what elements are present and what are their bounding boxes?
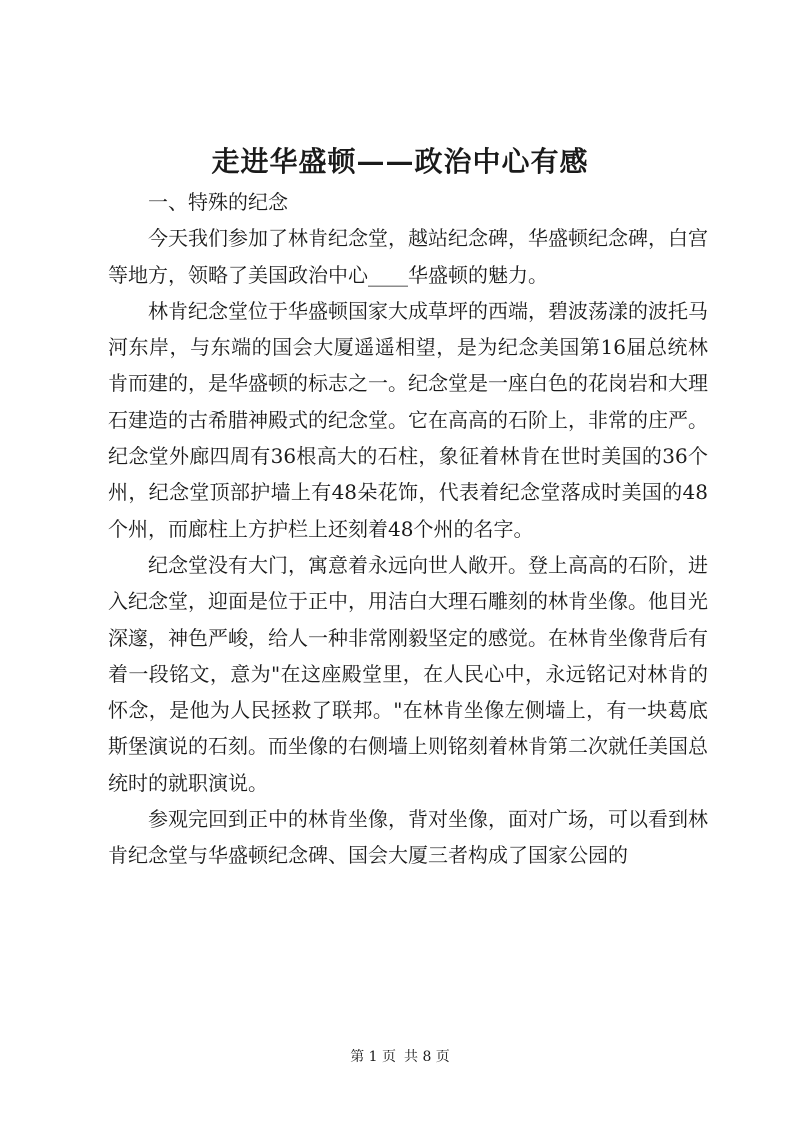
page-number: 第 1 页 bbox=[350, 1049, 396, 1065]
document-title: 走进华盛顿——政治中心有感 bbox=[211, 145, 589, 178]
paragraph-1: 今天我们参加了林肯纪念堂，越站纪念碑，华盛顿纪念碑，白宫等地方，领略了美国政治中心____华盛顿的魅力。 bbox=[108, 226, 708, 287]
document-body bbox=[108, 184, 708, 874]
page-total: 共 8 页 bbox=[404, 1049, 450, 1065]
paragraph-3: 纪念堂没有大门，寓意着永远向世人敞开。登上高高的石阶，进入纪念堂，迎面是位于正中，用洁白大理石雕刻的林肯坐像。他目光深邃，神色严峻，给人一种非常刚毅坚定的感觉。在林肯坐像背后有着一段铭文，意为"在这座殿堂里，在人民心中，永远铭记对林肯的怀念，是他为人民拯救了联邦。"在林肯坐像左侧墙上，有一块葛底斯堡演说的石刻。而坐像的右侧墙上则铭刻着林肯第二次就任美国总统时的就职演说。 bbox=[108, 552, 708, 795]
page-footer bbox=[0, 1047, 800, 1067]
section-heading: 一、特殊的纪念 bbox=[148, 190, 288, 214]
paragraph-4: 参观完回到正中的林肯坐像，背对坐像，面对广场，可以看到林肯纪念堂与华盛顿纪念碑、国会大厦三者构成了国家公园的 bbox=[108, 807, 708, 868]
paragraph-2: 林肯纪念堂位于华盛顿国家大成草坪的西端，碧波荡漾的波托马河东岸，与东端的国会大厦遥遥相望，是为纪念美国第16届总统林肯而建的，是华盛顿的标志之一。纪念堂是一座白色的花岗岩和大理石建造的古希腊神殿式的纪念堂。它在高高的石阶上，非常的庄严。纪念堂外廊四周有36根高大的石柱，象征着林肯在世时美国的36个州，纪念堂顶部护墙上有48朵花饰，代表着纪念堂落成时美国的48个州，而廊柱上方护栏上还刻着48个州的名字。 bbox=[108, 298, 708, 541]
